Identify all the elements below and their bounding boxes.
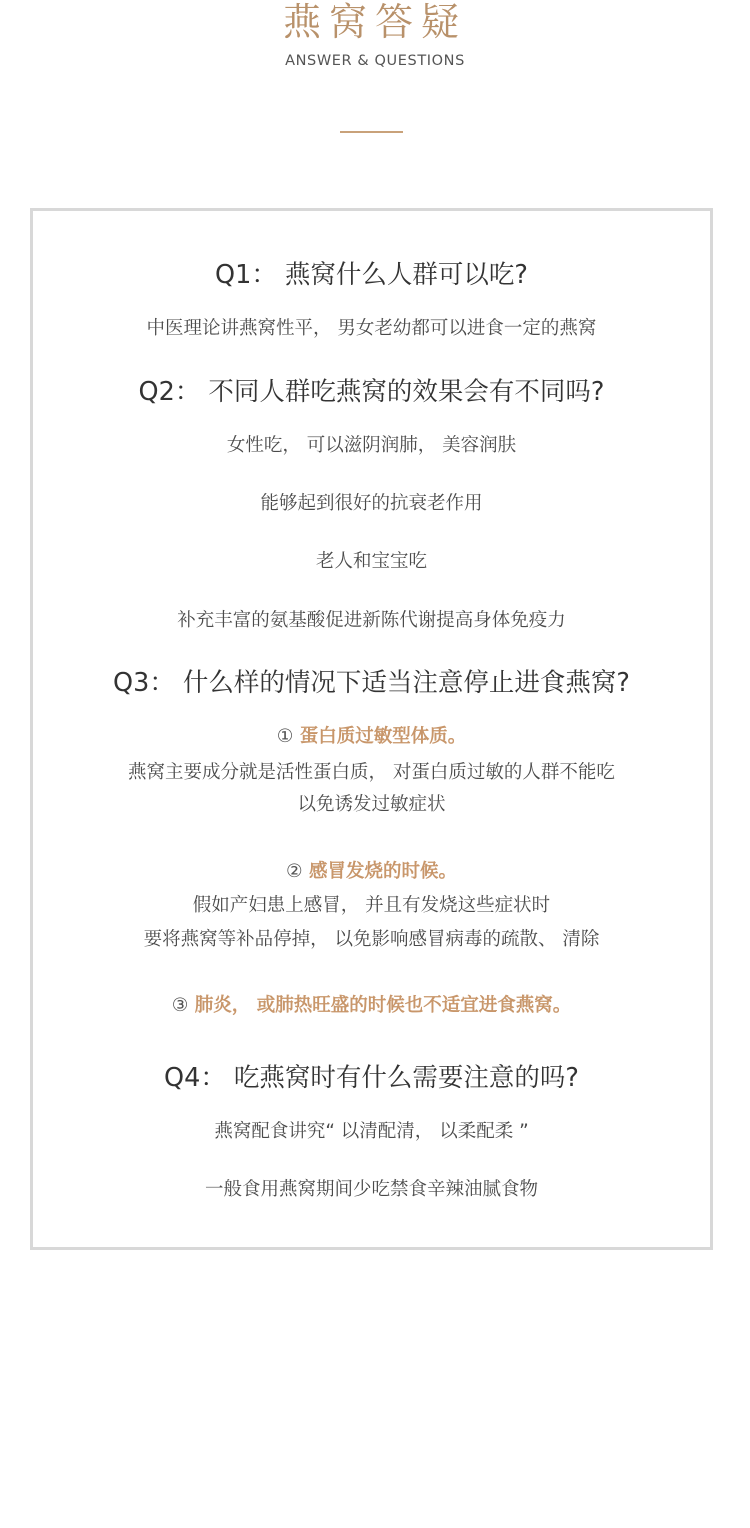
item-heading-text: 蛋白质过敏型体质。 [299,726,467,747]
answer-1: 中医理论讲燕窝性平， 男女老幼都可以进食一定的燕窝 [146,318,597,339]
q3-item-1-heading [33,724,710,750]
q3-item-2-line: 要将燕窝等补品停掉， 以免影响感冒病毒的疏散、 清除 [143,929,600,950]
page-subtitle: ANSWER & QUESTIONS [285,53,465,69]
answer-2-line: 补充丰富的氨基酸促进新陈代谢提高身体免疫力 [177,610,566,631]
item-number: ③ [171,995,189,1016]
q3-item-1-line: 以免诱发过敏症状 [297,794,446,815]
answer-2-line: 老人和宝宝吃 [315,551,427,572]
item-number: ② [285,861,303,882]
question-2: Q2： 不同人群吃燕窝的效果会有不同吗? [138,377,605,407]
question-4: Q4： 吃燕窝时有什么需要注意的吗? [164,1063,579,1093]
answer-4-line: 燕窝配食讲究“ 以清配清， 以柔配柔 ” [214,1121,529,1142]
question-1: Q1： 燕窝什么人群可以吃? [215,260,528,290]
q3-item-2-line: 假如产妇患上感冒， 并且有发烧这些症状时 [192,895,551,916]
item-heading-text: 感冒发烧的时候。 [309,861,458,882]
q3-item-1-line: 燕窝主要成分就是活性蛋白质， 对蛋白质过敏的人群不能吃 [128,762,615,783]
answer-4-line: 一般食用燕窝期间少吃禁食辛辣油腻食物 [204,1179,538,1200]
question-3: Q3： 什么样的情况下适当注意停止进食燕窝? [113,668,630,698]
answer-2-line: 女性吃， 可以滋阴润肺， 美容润肤 [226,435,517,456]
q3-item-2-heading [33,859,710,885]
page-title: 燕窝答疑 [282,0,467,44]
item-heading-text: 肺炎， 或肺热旺盛的时候也不适宜进食燕窝。 [194,995,572,1016]
answer-2-line: 能够起到很好的抗衰老作用 [260,493,483,514]
qa-card [30,208,713,1250]
title-divider [340,131,403,133]
q3-item-3-heading [33,993,710,1019]
item-number: ① [276,726,294,747]
